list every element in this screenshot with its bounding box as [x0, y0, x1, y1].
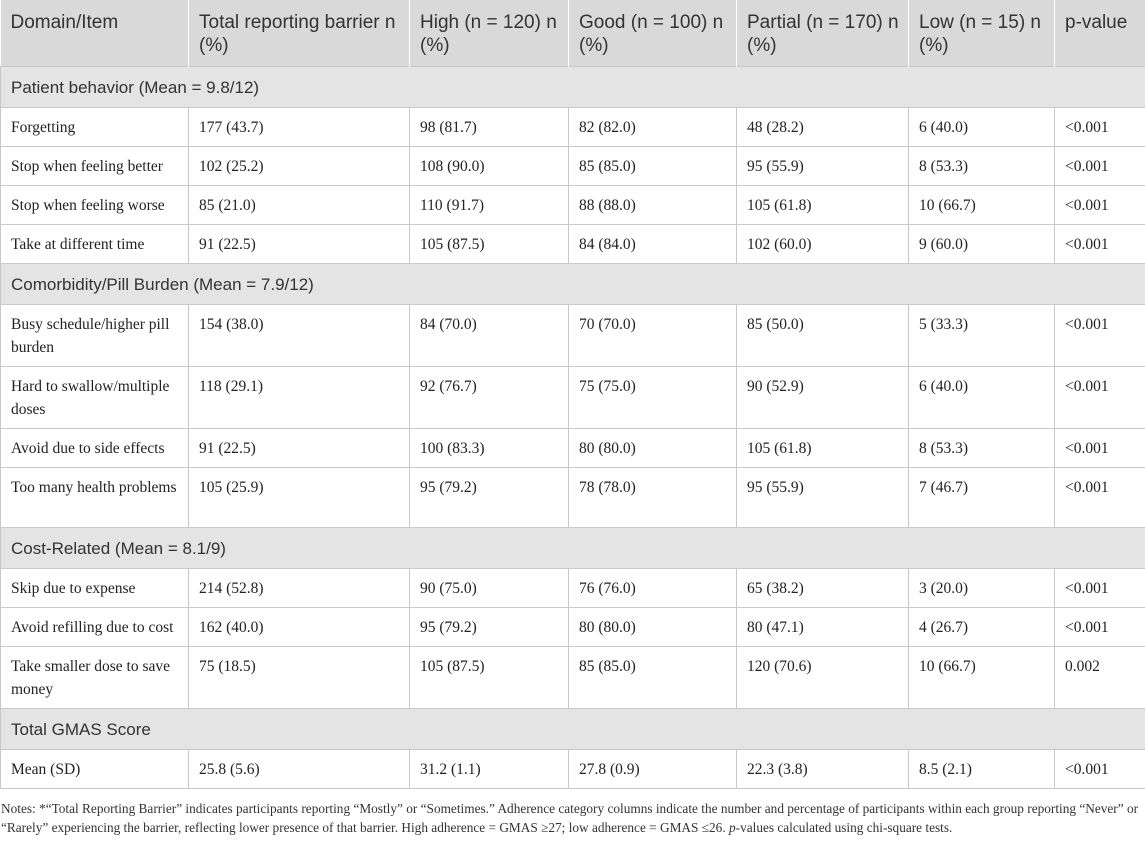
cell-total: 85 (21.0) [189, 186, 410, 225]
cell-partial: 120 (70.6) [737, 647, 909, 709]
item-label: Stop when feeling worse [1, 186, 189, 225]
item-label: Busy schedule/higher pill burden [1, 305, 189, 367]
item-label: Hard to swallow/multiple doses [1, 367, 189, 429]
header-total-reporting-barrier: Total reporting barrier n (%) [189, 0, 410, 67]
cell-partial: 95 (55.9) [737, 468, 909, 528]
footnote-text-end: -values calculated using chi-square tests. [735, 820, 953, 835]
table-row [1, 225, 1145, 264]
cell-good: 70 (70.0) [569, 305, 737, 367]
header-high: High (n = 120) n (%) [410, 0, 569, 67]
cell-total: 118 (29.1) [189, 367, 410, 429]
cell-low: 4 (26.7) [909, 608, 1055, 647]
item-label: Avoid due to side effects [1, 429, 189, 468]
cell-total: 91 (22.5) [189, 429, 410, 468]
header-good: Good (n = 100) n (%) [569, 0, 737, 67]
cell-partial: 105 (61.8) [737, 186, 909, 225]
header-low: Low (n = 15) n (%) [909, 0, 1055, 67]
cell-total: 214 (52.8) [189, 569, 410, 608]
item-label: Take at different time [1, 225, 189, 264]
table-row [1, 468, 1145, 528]
cell-high: 95 (79.2) [410, 608, 569, 647]
cell-high: 110 (91.7) [410, 186, 569, 225]
cell-partial: 48 (28.2) [737, 108, 909, 147]
cell-high: 92 (76.7) [410, 367, 569, 429]
section-row-total-gmas-score [1, 709, 1145, 750]
cell-low: 10 (66.7) [909, 647, 1055, 709]
cell-low: 5 (33.3) [909, 305, 1055, 367]
table-row [1, 305, 1145, 367]
cell-p-value: <0.001 [1055, 305, 1145, 367]
table-row [1, 647, 1145, 709]
cell-p-value: <0.001 [1055, 569, 1145, 608]
cell-low: 9 (60.0) [909, 225, 1055, 264]
cell-high: 31.2 (1.1) [410, 750, 569, 789]
cell-good: 82 (82.0) [569, 108, 737, 147]
cell-low: 10 (66.7) [909, 186, 1055, 225]
section-row-comorbidity-pill-burden [1, 264, 1145, 305]
cell-good: 85 (85.0) [569, 147, 737, 186]
cell-good: 84 (84.0) [569, 225, 737, 264]
item-label: Too many health problems [1, 468, 189, 528]
section-row-patient-behavior [1, 67, 1145, 108]
item-label: Forgetting [1, 108, 189, 147]
cell-high: 105 (87.5) [410, 647, 569, 709]
table-row [1, 186, 1145, 225]
table-row [1, 108, 1145, 147]
cell-low: 8.5 (2.1) [909, 750, 1055, 789]
cell-p-value: <0.001 [1055, 608, 1145, 647]
cell-total: 102 (25.2) [189, 147, 410, 186]
cell-high: 84 (70.0) [410, 305, 569, 367]
cell-total: 91 (22.5) [189, 225, 410, 264]
cell-low: 7 (46.7) [909, 468, 1055, 528]
table-row [1, 147, 1145, 186]
cell-good: 85 (85.0) [569, 647, 737, 709]
item-label: Take smaller dose to save money [1, 647, 189, 709]
table-header-row [1, 0, 1145, 67]
section-title: Total GMAS Score [1, 709, 1145, 750]
table-row [1, 569, 1145, 608]
cell-good: 80 (80.0) [569, 608, 737, 647]
item-label: Avoid refilling due to cost [1, 608, 189, 647]
cell-partial: 22.3 (3.8) [737, 750, 909, 789]
cell-p-value: <0.001 [1055, 186, 1145, 225]
header-partial: Partial (n = 170) n (%) [737, 0, 909, 67]
footnote-p-italic: p [728, 820, 736, 835]
item-label: Skip due to expense [1, 569, 189, 608]
cell-high: 105 (87.5) [410, 225, 569, 264]
cell-low: 3 (20.0) [909, 569, 1055, 608]
cell-good: 88 (88.0) [569, 186, 737, 225]
cell-p-value: <0.001 [1055, 225, 1145, 264]
cell-partial: 80 (47.1) [737, 608, 909, 647]
cell-high: 90 (75.0) [410, 569, 569, 608]
cell-partial: 105 (61.8) [737, 429, 909, 468]
cell-total: 75 (18.5) [189, 647, 410, 709]
cell-total: 25.8 (5.6) [189, 750, 410, 789]
cell-good: 80 (80.0) [569, 429, 737, 468]
cell-p-value: 0.002 [1055, 647, 1145, 709]
cell-low: 8 (53.3) [909, 147, 1055, 186]
section-title: Cost-Related (Mean = 8.1/9) [1, 528, 1145, 569]
header-p-value: p-value [1055, 0, 1145, 67]
cell-partial: 65 (38.2) [737, 569, 909, 608]
cell-good: 76 (76.0) [569, 569, 737, 608]
table-footnote [0, 789, 1145, 837]
cell-partial: 85 (50.0) [737, 305, 909, 367]
cell-p-value: <0.001 [1055, 147, 1145, 186]
section-title: Comorbidity/Pill Burden (Mean = 7.9/12) [1, 264, 1145, 305]
section-row-cost-related [1, 528, 1145, 569]
cell-total: 105 (25.9) [189, 468, 410, 528]
section-title: Patient behavior (Mean = 9.8/12) [1, 67, 1145, 108]
cell-p-value: <0.001 [1055, 367, 1145, 429]
cell-p-value: <0.001 [1055, 468, 1145, 528]
item-label: Stop when feeling better [1, 147, 189, 186]
cell-p-value: <0.001 [1055, 750, 1145, 789]
cell-total: 162 (40.0) [189, 608, 410, 647]
table-row [1, 367, 1145, 429]
cell-partial: 102 (60.0) [737, 225, 909, 264]
cell-low: 6 (40.0) [909, 367, 1055, 429]
cell-partial: 95 (55.9) [737, 147, 909, 186]
cell-good: 27.8 (0.9) [569, 750, 737, 789]
table-row [1, 429, 1145, 468]
cell-total: 154 (38.0) [189, 305, 410, 367]
cell-good: 78 (78.0) [569, 468, 737, 528]
cell-low: 6 (40.0) [909, 108, 1055, 147]
item-label: Mean (SD) [1, 750, 189, 789]
footnote-text: Notes: *“Total Reporting Barrier” indicates participants reporting “Mostly” or “Sometimes.” Adherence category columns indicate the number and percentage of participants within each group reporting “Never” or “Rarely” experiencing the barrier, reflecting lower presence of that barrier. High adherence = GMAS ≥27; low adherence = GMAS ≤26. [1, 801, 1139, 835]
table-row [1, 750, 1145, 789]
cell-p-value: <0.001 [1055, 108, 1145, 147]
cell-high: 98 (81.7) [410, 108, 569, 147]
table-row [1, 608, 1145, 647]
cell-partial: 90 (52.9) [737, 367, 909, 429]
cell-p-value: <0.001 [1055, 429, 1145, 468]
cell-high: 108 (90.0) [410, 147, 569, 186]
cell-good: 75 (75.0) [569, 367, 737, 429]
cell-high: 100 (83.3) [410, 429, 569, 468]
header-domain-item: Domain/Item [1, 0, 189, 67]
cell-low: 8 (53.3) [909, 429, 1055, 468]
cell-high: 95 (79.2) [410, 468, 569, 528]
cell-total: 177 (43.7) [189, 108, 410, 147]
